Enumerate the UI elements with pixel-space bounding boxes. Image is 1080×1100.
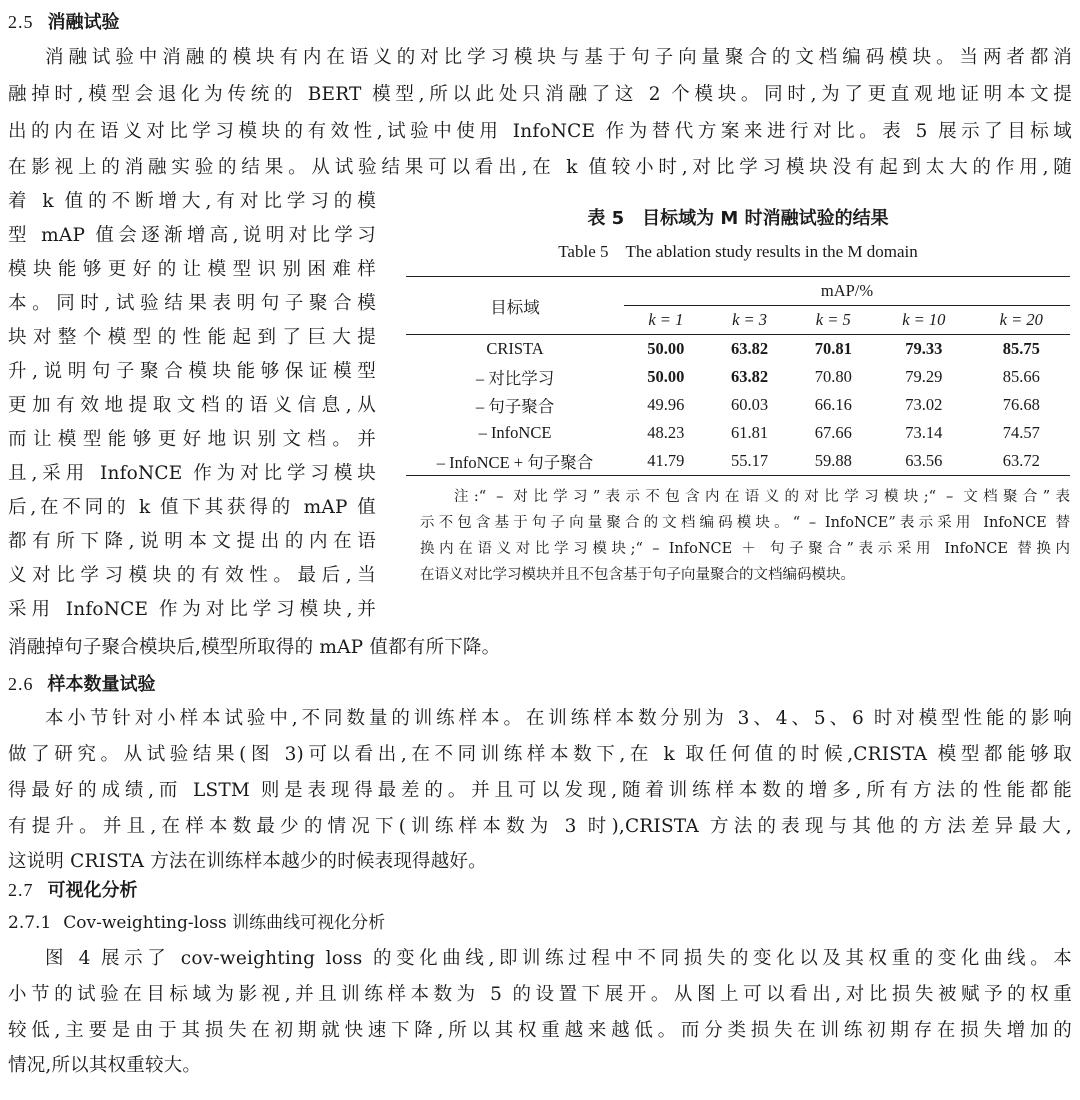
value-cell: 74.57 (1002, 423, 1040, 442)
paragraph-line: 消融掉句子聚合模块后,模型所取得的 mAP 值都有所下降。 (8, 637, 501, 658)
k-header-cell: k = 10 (875, 306, 972, 335)
section-number: 2.7 (8, 880, 34, 900)
row-header-cell: 目标域 (406, 277, 624, 335)
table-caption-en: Table 5 The ablation study results in the M domain (558, 242, 918, 261)
value-cell: 61.81 (730, 423, 769, 442)
value-cell: 66.16 (814, 395, 852, 414)
table-row (406, 391, 1070, 419)
paragraph-line: 而让模型能够更好地识别文档。并 (8, 429, 376, 450)
note-line: 注:“ – 对比学习”表示不包含内在语义的对比学习模块;“ – 文档聚合”表 (454, 489, 1070, 505)
value-cell: 85.75 (1002, 339, 1040, 358)
ablation-table (406, 276, 1070, 476)
value-cell: 63.72 (973, 447, 1070, 476)
table-row (406, 335, 1070, 364)
section-title: 样本数量试验 (47, 674, 156, 695)
section-number: 2.5 (8, 12, 34, 32)
paragraph-line: 图 4 展示了 cov-weighting loss 的变化曲线,即训练过程中不同损失的变化以及其权重的变化曲线。本 (45, 948, 1072, 969)
table-note (420, 484, 1070, 588)
section-heading-2-5 (8, 10, 120, 35)
paragraph-line: 融掉时,模型会退化为传统的 BERT 模型,所以此处只消融了这 2 个模块。同时,为了更直观地证明本文提 (8, 84, 1072, 105)
k-header-cell: k = 5 (791, 306, 875, 335)
value-cell: 63.82 (730, 367, 769, 386)
value-cell: 55.17 (708, 447, 792, 476)
paragraph-line: 本。同时,试验结果表明句子聚合模 (8, 293, 376, 314)
paragraph-line: 小节的试验在目标域为影视,并且训练样本数为 5 的设置下展开。从图上可以看出,对比损失被赋予的权重 (8, 984, 1072, 1005)
section-title: 消融试验 (47, 12, 120, 33)
value-cell: 60.03 (730, 395, 769, 414)
paragraph-line: 采用 InfoNCE 作为对比学习模块,并 (8, 599, 376, 620)
value-cell: 41.79 (624, 447, 708, 476)
table-caption-cn: 表 5 目标域为 M 时消融试验的结果 (587, 208, 889, 229)
value-cell: 70.81 (814, 339, 852, 358)
value-cell: 76.68 (1002, 395, 1040, 414)
value-cell: 50.00 (647, 339, 685, 358)
paragraph-line: 得最好的成绩,而 LSTM 则是表现得最差的。并且可以发现,随着训练样本数的增多,所有方法的性能都能 (8, 780, 1072, 801)
k-header-cell: k = 20 (973, 306, 1070, 335)
row-label-cell: – 句子聚合 (475, 397, 555, 416)
note-line: 示不包含基于句子向量聚合的文档编码模块。“ – InfoNCE”表示采用 InfoNCE 替 (420, 515, 1070, 531)
section-number: 2.6 (8, 674, 34, 694)
paragraph-line: 更加有效地提取文档的语义信息,从 (8, 395, 376, 416)
value-cell: 63.56 (875, 447, 972, 476)
note-line: 换内在语义对比学习模块;“ – InfoNCE ＋ 句子聚合”表示采用 InfoNCE 替换内 (420, 541, 1070, 557)
paragraph-line: 型 mAP 值会逐渐增高,说明对比学习 (8, 225, 376, 246)
value-cell: 73.02 (905, 395, 943, 414)
subsection-title: Cov-weighting-loss 训练曲线可视化分析 (63, 913, 386, 933)
paragraph-line: 升,说明句子聚合模块能够保证模型 (8, 361, 376, 382)
section-heading-2-7 (8, 878, 138, 903)
value-cell: 70.80 (814, 367, 852, 386)
value-cell: 79.33 (905, 339, 943, 358)
paragraph-line: 都有所下降,说明本文提出的内在语 (8, 531, 376, 552)
row-label-cell: – InfoNCE (478, 423, 552, 442)
value-cell: 49.96 (647, 395, 685, 414)
paragraph-line: 较低,主要是由于其损失在初期就快速下降,所以其权重越来越低。而分类损失在训练初期存在损失增加的 (8, 1020, 1072, 1041)
paragraph-line: 块对整个模型的性能起到了巨大提 (8, 327, 376, 348)
value-cell: 59.88 (791, 447, 875, 476)
paragraph-line: 情况,所以其权重较大。 (8, 1055, 202, 1076)
group-header-cell: mAP/% (624, 277, 1070, 306)
table-row (406, 447, 1070, 476)
paragraph-line: 有提升。并且,在样本数最少的情况下(训练样本数为 3 时),CRISTA 方法的表现与其他的方法差异最大, (8, 816, 1072, 837)
value-cell: 67.66 (814, 423, 852, 442)
section-title: 可视化分析 (47, 880, 138, 901)
paragraph-line: 消融试验中消融的模块有内在语义的对比学习模块与基于句子向量聚合的文档编码模块。当两者都消 (45, 47, 1072, 68)
row-label-cell: – InfoNCE + 句子聚合 (406, 447, 624, 476)
value-cell: 48.23 (647, 423, 685, 442)
value-cell: 79.29 (905, 367, 943, 386)
table-row (406, 363, 1070, 391)
table-row (406, 419, 1070, 447)
paragraph-line: 出的内在语义对比学习模块的有效性,试验中使用 InfoNCE 作为替代方案来进行对比。表 5 展示了目标域 (8, 121, 1072, 142)
value-cell: 63.82 (730, 339, 769, 358)
paragraph-line: 本小节针对小样本试验中,不同数量的训练样本。在训练样本数分别为 3、4、5、6 时对模型性能的影响 (45, 708, 1072, 729)
value-cell: 85.66 (1002, 367, 1040, 386)
row-label-cell: CRISTA (486, 339, 544, 358)
subsection-heading-2-7-1 (8, 911, 385, 935)
section-heading-2-6 (8, 672, 156, 697)
paragraph-line: 模块能够更好的让模型识别困难样 (8, 259, 376, 280)
paragraph-line: 着 k 值的不断增大,有对比学习的模 (8, 191, 376, 212)
subsection-number: 2.7.1 (8, 913, 52, 933)
k-header-cell: k = 3 (708, 306, 792, 335)
value-cell: 73.14 (905, 423, 943, 442)
value-cell: 50.00 (647, 367, 685, 386)
k-header-cell: k = 1 (624, 306, 708, 335)
paragraph-line: 这说明 CRISTA 方法在训练样本越少的时候表现得越好。 (8, 851, 487, 872)
paragraph-line: 义对比学习模块的有效性。最后,当 (8, 565, 376, 586)
paragraph-line: 做了研究。从试验结果(图 3)可以看出,在不同训练样本数下,在 k 取任何值的时候,CRISTA 模型都能够取 (8, 744, 1072, 765)
paragraph-line: 在影视上的消融实验的结果。从试验结果可以看出,在 k 值较小时,对比学习模块没有起到太大的作用,随 (8, 157, 1072, 178)
paragraph-line: 且,采用 InfoNCE 作为对比学习模块 (8, 463, 376, 484)
paragraph-line: 后,在不同的 k 值下其获得的 mAP 值 (8, 497, 376, 518)
row-label-cell: – 对比学习 (475, 369, 555, 388)
note-line: 在语义对比学习模块并且不包含基于句子向量聚合的文档编码模块。 (420, 567, 855, 583)
